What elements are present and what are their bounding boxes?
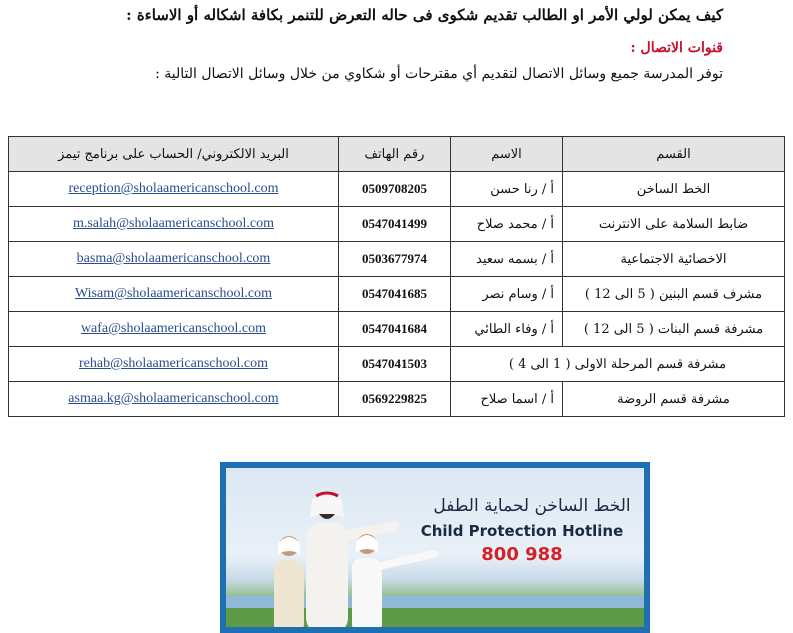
name-cell: أ / رنا حسن: [451, 172, 563, 207]
phone-cell: 0547041684: [339, 312, 451, 347]
merged-dept-cell: مشرفة قسم المرحلة الاولى ( 1 الى 4 ): [451, 347, 785, 382]
email-cell: [9, 207, 339, 242]
dept-cell: مشرف قسم البنين ( 5 الى 12 ): [563, 277, 785, 312]
hotline-arabic-title: الخط الساخن لحماية الطفل: [433, 496, 631, 516]
header-email: البريد الالكتروني/ الحساب على برنامج تيمز: [9, 137, 339, 172]
table-row: [9, 242, 785, 277]
table-row: [9, 172, 785, 207]
email-link[interactable]: rehab@sholaamericanschool.com: [79, 356, 268, 371]
phone-cell: 0547041503: [339, 347, 451, 382]
table-row: [9, 347, 785, 382]
page-title: كيف يمكن لولي الأمر او الطالب تقديم شكوى فى حاله التعرض للتنمر بكافة اشكاله أو الاساءة :: [126, 6, 723, 24]
table-row: [9, 312, 785, 347]
email-link[interactable]: basma@sholaamericanschool.com: [76, 251, 271, 266]
email-cell: [9, 382, 339, 417]
header-dept: القسم: [563, 137, 785, 172]
channels-label: قنوات الاتصال :: [630, 40, 723, 56]
name-cell: أ / وفاء الطائي: [451, 312, 563, 347]
name-cell: أ / وسام نصر: [451, 277, 563, 312]
email-cell: [9, 312, 339, 347]
dept-cell: مشرفة قسم البنات ( 5 الى 12 ): [563, 312, 785, 347]
table-row: [9, 207, 785, 242]
phone-cell: 0547041685: [339, 277, 451, 312]
hotline-banner: [220, 462, 650, 633]
email-cell: [9, 242, 339, 277]
name-cell: أ / محمد صلاح: [451, 207, 563, 242]
dept-cell: الخط الساخن: [563, 172, 785, 207]
email-cell: [9, 172, 339, 207]
email-cell: [9, 347, 339, 382]
dept-cell: مشرفة قسم الروضة: [563, 382, 785, 417]
hotline-english-title: Child Protection Hotline: [420, 522, 624, 540]
contacts-table: [8, 136, 785, 417]
banner-photo: [226, 468, 644, 627]
email-link[interactable]: wafa@sholaamericanschool.com: [80, 321, 267, 336]
table-row: [9, 382, 785, 417]
dept-cell: ضابط السلامة على الانترنت: [563, 207, 785, 242]
email-link[interactable]: reception@sholaamericanschool.com: [68, 181, 279, 196]
email-link[interactable]: asmaa.kg@sholaamericanschool.com: [68, 391, 279, 406]
email-link[interactable]: Wisam@sholaamericanschool.com: [75, 286, 272, 301]
email-cell: [9, 277, 339, 312]
name-cell: أ / اسما صلاح: [451, 382, 563, 417]
phone-cell: 0509708205: [339, 172, 451, 207]
table-header-row: [9, 137, 785, 172]
header-name: الاسم: [451, 137, 563, 172]
table-row: [9, 277, 785, 312]
intro-text: توفر المدرسة جميع وسائل الاتصال لتقديم أي مقترحات أو شكاوي من خلال وسائل الاتصال التالية :: [155, 66, 723, 82]
name-cell: أ / بسمه سعيد: [451, 242, 563, 277]
hotline-number: 800 988: [481, 544, 563, 565]
phone-cell: 0547041499: [339, 207, 451, 242]
header-phone: رقم الهاتف: [339, 137, 451, 172]
email-link[interactable]: m.salah@sholaamericanschool.com: [72, 216, 275, 231]
dept-cell: الاخصائية الاجتماعية: [563, 242, 785, 277]
phone-cell: 0569229825: [339, 382, 451, 417]
phone-cell: 0503677974: [339, 242, 451, 277]
